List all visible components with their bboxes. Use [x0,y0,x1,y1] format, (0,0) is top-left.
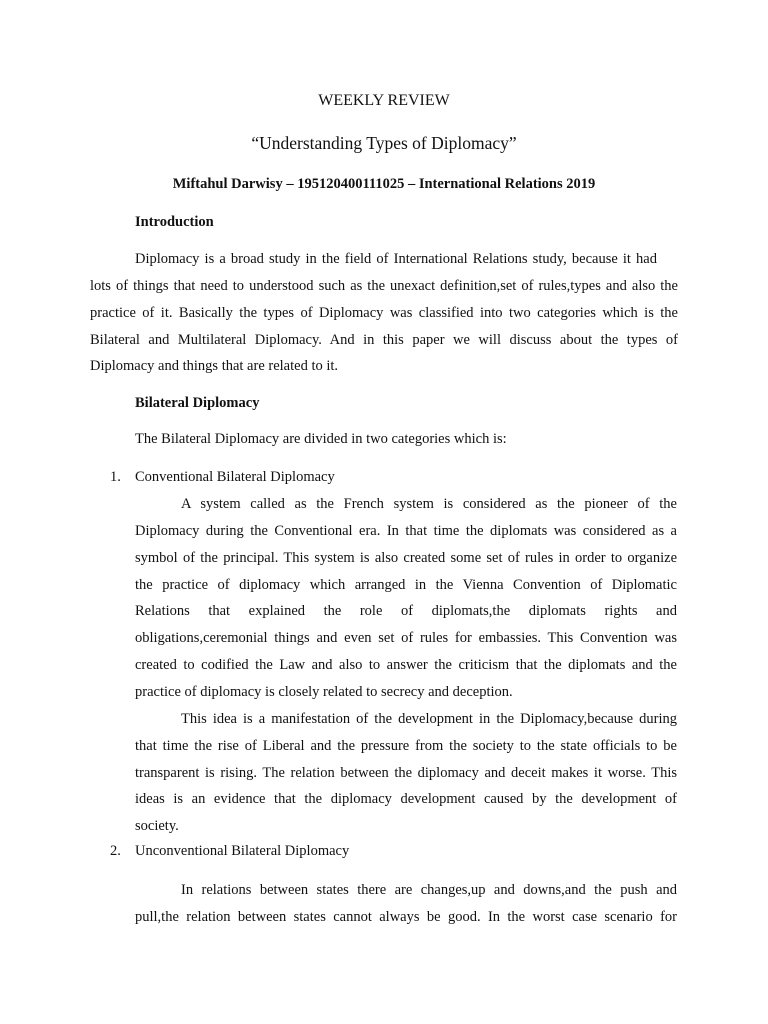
paragraph-line: practice of it. Basically the types of Diplomacy was classified into two categories which is the [90,305,678,321]
paragraph-line: practice of diplomacy is closely related to secrecy and deception. [135,684,513,700]
paragraph-line: transparent is rising. The relation between the diplomacy and deceit makes it worse. This [135,765,677,781]
document-title: WEEKLY REVIEW [318,92,450,109]
list-item-number: 1. [110,469,121,485]
document-subtitle: “Understanding Types of Diplomacy” [251,133,517,153]
paragraph-line: Diplomacy and things that are related to it. [90,358,339,374]
paragraph-line: created to codified the Law and also to answer the criticism that the diplomats and the [135,657,677,673]
paragraph-line: A system called as the French system is considered as the pioneer of the [181,496,677,512]
bilateral-lead: The Bilateral Diplomacy are divided in two categories which is: [135,431,507,447]
list-item-number: 2. [110,843,121,859]
paragraph-line: society. [135,818,179,834]
list-item-title: Unconventional Bilateral Diplomacy [135,843,350,859]
paragraph-line: lots of things that need to understood such as the unexact definition,set of rules,types and also the [90,278,678,294]
list-item-title: Conventional Bilateral Diplomacy [135,469,335,485]
paragraph-line: Relations that explained the role of diplomats,the diplomats rights and [135,603,677,619]
paragraph-line: Diplomacy is a broad study in the field of International Relations study, because it had [135,251,657,267]
section-heading-bilateral: Bilateral Diplomacy [135,395,260,411]
paragraph-line: In relations between states there are changes,up and downs,and the push and [181,882,677,898]
paragraph-line: This idea is a manifestation of the development in the Diplomacy,because during [181,711,677,727]
paragraph-line: Diplomacy during the Conventional era. In that time the diplomats was considered as a [135,523,677,539]
paragraph-line: symbol of the principal. This system is also created some set of rules in order to organize [135,550,677,566]
section-heading-introduction: Introduction [135,214,214,230]
paragraph-line: that time the rise of Liberal and the pressure from the society to the state officials to be [135,738,677,754]
paragraph-line: obligations,ceremonial things and even set of rules for embassies. This Convention was [135,630,677,646]
paragraph-line: Bilateral and Multilateral Diplomacy. And in this paper we will discuss about the types of [90,332,678,348]
paragraph-line: pull,the relation between states cannot always be good. In the worst case scenario for [135,909,677,925]
paragraph-line: ideas is an evidence that the diplomacy development caused by the development of [135,791,677,807]
paragraph-line: the practice of diplomacy which arranged in the Vienna Convention of Diplomatic [135,577,677,593]
author-line: Miftahul Darwisy – 195120400111025 – International Relations 2019 [172,176,596,192]
